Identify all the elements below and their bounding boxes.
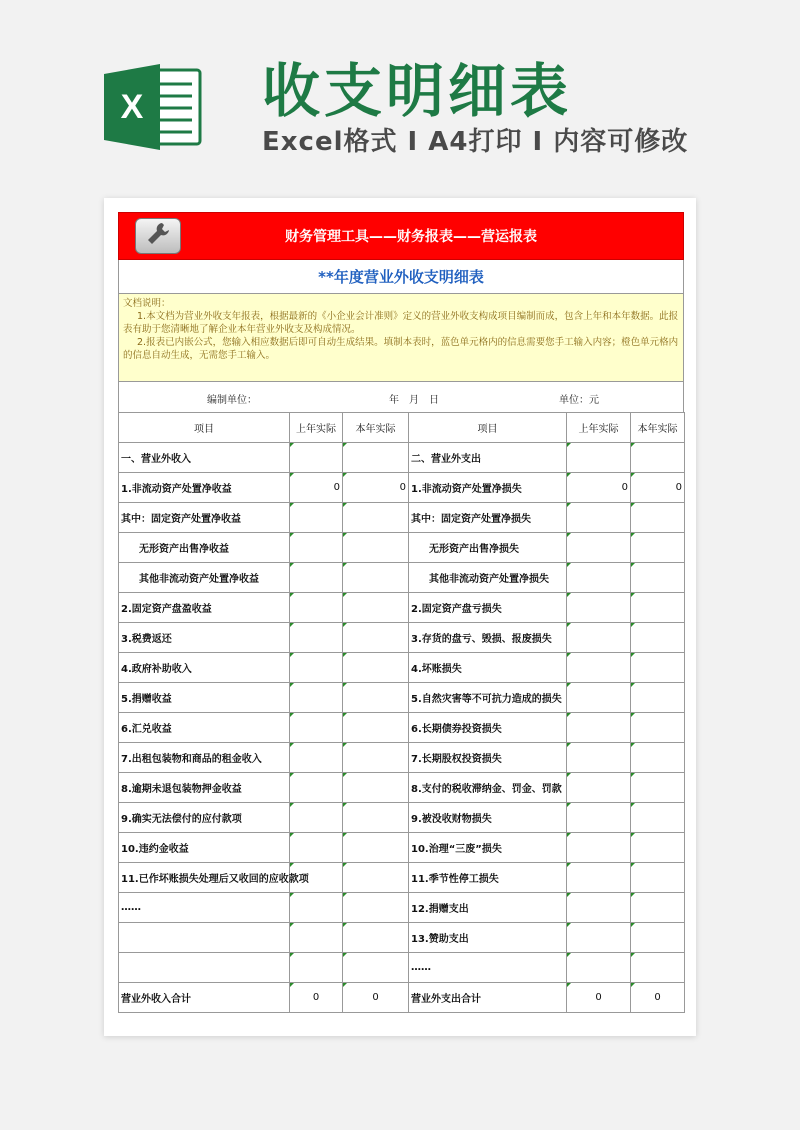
income-prior-cell[interactable]	[290, 833, 343, 863]
expense-prior-cell[interactable]	[567, 653, 631, 683]
income-prior-cell[interactable]	[290, 863, 343, 893]
expense-prior-cell[interactable]	[567, 773, 631, 803]
expense-item-cell: 无形资产出售净损失	[409, 533, 567, 563]
notes-heading: 文档说明：	[123, 298, 171, 309]
column-header: 本年实际	[631, 413, 685, 443]
expense-prior-cell[interactable]	[567, 563, 631, 593]
income-current-cell[interactable]	[343, 863, 409, 893]
table-header-row	[119, 413, 685, 443]
toolbar-banner	[118, 212, 684, 260]
income-current-cell[interactable]	[343, 803, 409, 833]
income-prior-cell[interactable]	[290, 803, 343, 833]
expense-current-cell[interactable]	[631, 623, 685, 653]
unit-label: 编制单位：	[207, 395, 257, 406]
income-prior-cell[interactable]	[290, 923, 343, 953]
expense-current-cell[interactable]	[631, 563, 685, 593]
expense-item-cell: 4.坏账损失	[409, 653, 567, 683]
expense-item-cell: 9.被没收财物损失	[409, 803, 567, 833]
income-item-cell: 其中：固定资产处置净收益	[119, 503, 290, 533]
income-current-cell[interactable]	[343, 653, 409, 683]
income-prior-cell[interactable]	[290, 953, 343, 983]
column-header: 项目	[119, 413, 290, 443]
income-current-cell[interactable]	[343, 533, 409, 563]
income-item-cell: 营业外收入合计	[119, 983, 290, 1013]
income-item-cell: 10.违约金收益	[119, 833, 290, 863]
spreadsheet-preview	[104, 198, 696, 1036]
column-header: 上年实际	[567, 413, 631, 443]
expense-current-cell[interactable]	[631, 743, 685, 773]
income-current-cell[interactable]: 0	[343, 473, 409, 503]
expense-prior-cell[interactable]	[567, 863, 631, 893]
table-row	[119, 743, 685, 773]
expense-prior-cell[interactable]	[567, 443, 631, 473]
income-item-cell: 8.逾期未退包装物押金收益	[119, 773, 290, 803]
income-item-cell: 其他非流动资产处置净收益	[119, 563, 290, 593]
toolbar-text: 财务管理工具——财务报表——营运报表	[285, 229, 537, 245]
income-item-cell: 无形资产出售净收益	[119, 533, 290, 563]
income-prior-cell[interactable]	[290, 503, 343, 533]
income-current-cell[interactable]	[343, 683, 409, 713]
income-prior-cell[interactable]	[290, 533, 343, 563]
column-header: 上年实际	[290, 413, 343, 443]
expense-current-cell[interactable]	[631, 533, 685, 563]
expense-prior-cell[interactable]	[567, 893, 631, 923]
expense-item-cell: 5.自然灾害等不可抗力造成的损失	[409, 683, 567, 713]
table-row	[119, 923, 685, 953]
table-row	[119, 653, 685, 683]
expense-item-cell: 6.长期债券投资损失	[409, 713, 567, 743]
expense-prior-cell[interactable]	[567, 743, 631, 773]
table-row	[119, 833, 685, 863]
income-expense-table	[118, 412, 685, 1013]
expense-prior-cell[interactable]	[567, 923, 631, 953]
svg-text:X: X	[120, 88, 144, 126]
expense-current-cell[interactable]	[631, 593, 685, 623]
income-prior-cell[interactable]	[290, 893, 343, 923]
expense-item-cell: 11.季节性停工损失	[409, 863, 567, 893]
income-item-cell: 4.政府补助收入	[119, 653, 290, 683]
table-row	[119, 443, 685, 473]
income-item-cell: 5.捐赠收益	[119, 683, 290, 713]
income-prior-cell[interactable]: 0	[290, 473, 343, 503]
excel-logo-icon	[104, 64, 204, 150]
expense-current-cell[interactable]	[631, 713, 685, 743]
income-item-cell: 2.固定资产盘盈收益	[119, 593, 290, 623]
expense-item-cell: 3.存货的盘亏、毁损、报废损失	[409, 623, 567, 653]
income-item-cell: 3.税费返还	[119, 623, 290, 653]
table-row	[119, 533, 685, 563]
income-prior-cell[interactable]	[290, 713, 343, 743]
expense-prior-cell[interactable]	[567, 713, 631, 743]
expense-item-cell: 8.支付的税收滞纳金、罚金、罚款	[409, 773, 567, 803]
expense-item-cell: 二、营业外支出	[409, 443, 567, 473]
expense-current-cell[interactable]	[631, 803, 685, 833]
expense-item-cell: 7.长期股权投资损失	[409, 743, 567, 773]
expense-current-cell[interactable]	[631, 893, 685, 923]
currency-label: 单位：元	[559, 395, 599, 406]
income-prior-cell[interactable]	[290, 743, 343, 773]
expense-prior-cell[interactable]	[567, 533, 631, 563]
expense-prior-cell[interactable]	[567, 623, 631, 653]
table-row	[119, 623, 685, 653]
income-current-cell[interactable]	[343, 713, 409, 743]
income-current-cell[interactable]	[343, 563, 409, 593]
income-prior-cell[interactable]	[290, 563, 343, 593]
page-subtitle: Excel格式 I A4打印 I 内容可修改	[262, 127, 689, 157]
expense-current-cell[interactable]: 0	[631, 473, 685, 503]
table-row	[119, 593, 685, 623]
income-item-cell: 9.确实无法偿付的应付款项	[119, 803, 290, 833]
column-header: 项目	[409, 413, 567, 443]
expense-prior-cell[interactable]	[567, 683, 631, 713]
income-current-cell[interactable]: 0	[343, 983, 409, 1013]
expense-prior-cell[interactable]	[567, 833, 631, 863]
table-row	[119, 473, 685, 503]
expense-item-cell: 1.非流动资产处置净损失	[409, 473, 567, 503]
table-row	[119, 713, 685, 743]
document-notes	[118, 294, 684, 382]
expense-item-cell: ……	[409, 953, 567, 983]
income-prior-cell[interactable]	[290, 443, 343, 473]
expense-current-cell[interactable]	[631, 683, 685, 713]
expense-current-cell[interactable]	[631, 773, 685, 803]
page-title: 收支明细表	[262, 57, 573, 125]
expense-prior-cell[interactable]: 0	[567, 473, 631, 503]
expense-current-cell[interactable]	[631, 653, 685, 683]
income-item-cell: 1.非流动资产处置净收益	[119, 473, 290, 503]
expense-prior-cell[interactable]	[567, 503, 631, 533]
income-prior-cell[interactable]	[290, 653, 343, 683]
income-item-cell: 一、营业外收入	[119, 443, 290, 473]
table-row	[119, 773, 685, 803]
table-row	[119, 503, 685, 533]
table-row	[119, 803, 685, 833]
income-prior-cell[interactable]	[290, 593, 343, 623]
income-item-cell	[119, 953, 290, 983]
expense-current-cell[interactable]	[631, 443, 685, 473]
income-item-cell	[119, 923, 290, 953]
expense-current-cell[interactable]	[631, 923, 685, 953]
expense-prior-cell[interactable]	[567, 953, 631, 983]
table-row	[119, 863, 685, 893]
expense-item-cell: 13.赞助支出	[409, 923, 567, 953]
expense-current-cell[interactable]: 0	[631, 983, 685, 1013]
report-title: **年度营业外收支明细表	[118, 260, 684, 294]
date-label: 年 月 日	[389, 395, 439, 406]
expense-current-cell[interactable]	[631, 863, 685, 893]
expense-item-cell: 其中：固定资产处置净损失	[409, 503, 567, 533]
expense-item-cell: 10.治理“三废”损失	[409, 833, 567, 863]
income-prior-cell[interactable]	[290, 683, 343, 713]
income-prior-cell[interactable]	[290, 623, 343, 653]
income-current-cell[interactable]	[343, 443, 409, 473]
expense-item-cell: 营业外支出合计	[409, 983, 567, 1013]
income-prior-cell[interactable]	[290, 773, 343, 803]
expense-prior-cell[interactable]	[567, 593, 631, 623]
income-prior-cell[interactable]: 0	[290, 983, 343, 1013]
expense-prior-cell[interactable]: 0	[567, 983, 631, 1013]
income-item-cell: 6.汇兑收益	[119, 713, 290, 743]
expense-current-cell[interactable]	[631, 953, 685, 983]
expense-item-cell: 2.固定资产盘亏损失	[409, 593, 567, 623]
table-row	[119, 953, 685, 983]
income-current-cell[interactable]	[343, 923, 409, 953]
expense-current-cell[interactable]	[631, 503, 685, 533]
income-current-cell[interactable]	[343, 953, 409, 983]
income-item-cell: ……	[119, 893, 290, 923]
notes-item: 2.报表已内嵌公式，您输入相应数据后即可自动生成结果。填制本表时，蓝色单元格内的信息需要您手工输入内容；橙色单元格内的信息自动生成，无需您手工输入。	[123, 337, 679, 361]
table-row	[119, 893, 685, 923]
income-current-cell[interactable]	[343, 503, 409, 533]
table-row	[119, 683, 685, 713]
income-item-cell: 7.出租包装物和商品的租金收入	[119, 743, 290, 773]
income-current-cell[interactable]	[343, 833, 409, 863]
income-current-cell[interactable]	[343, 623, 409, 653]
expense-current-cell[interactable]	[631, 833, 685, 863]
notes-item: 1.本文档为营业外收支年报表，根据最新的《小企业会计准则》定义的营业外收支构成项目编制而成，包含上年和本年数据。此报表有助于您清晰地了解企业本年营业外收支及构成情况。	[123, 311, 679, 335]
expense-item-cell: 其他非流动资产处置净损失	[409, 563, 567, 593]
total-row	[119, 983, 685, 1013]
report-meta	[118, 382, 684, 412]
expense-prior-cell[interactable]	[567, 803, 631, 833]
income-current-cell[interactable]	[343, 773, 409, 803]
income-current-cell[interactable]	[343, 893, 409, 923]
table-row	[119, 563, 685, 593]
expense-item-cell: 12.捐赠支出	[409, 893, 567, 923]
income-current-cell[interactable]	[343, 593, 409, 623]
income-current-cell[interactable]	[343, 743, 409, 773]
income-item-cell: 11.已作坏账损失处理后又收回的应收款项	[119, 863, 290, 893]
column-header: 本年实际	[343, 413, 409, 443]
